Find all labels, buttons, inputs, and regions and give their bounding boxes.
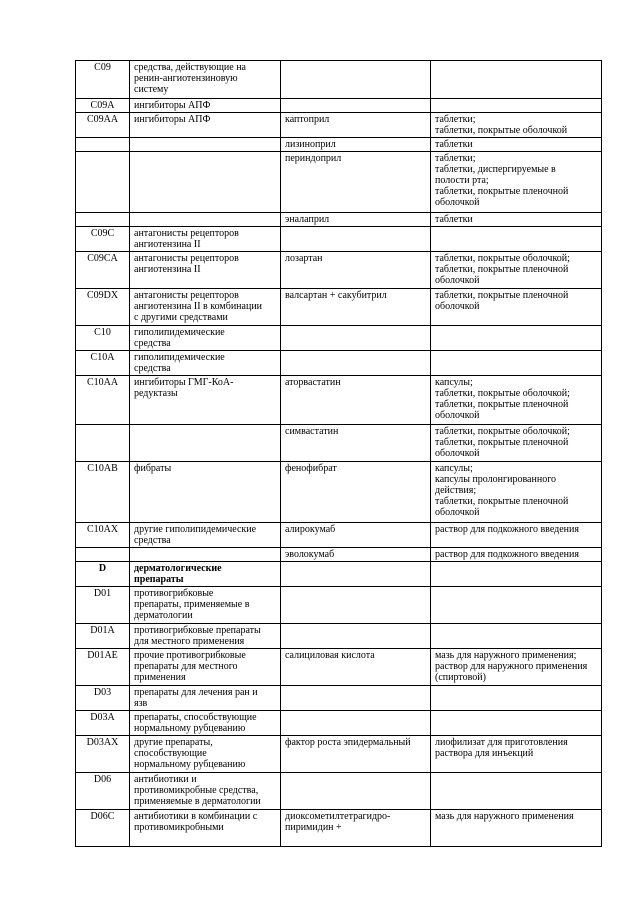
drug-name-cell: каптоприл — [281, 113, 431, 138]
table-row — [76, 649, 602, 686]
group-name-cell: препараты, способствующие нормальному рубцеванию — [130, 711, 281, 736]
drug-name-cell: валсартан + сакубитрил — [281, 289, 431, 326]
dosage-form-cell — [431, 711, 602, 736]
drug-name-cell — [281, 99, 431, 113]
table-row — [76, 152, 602, 213]
dosage-form-cell: таблетки; таблетки, покрытые оболочкой — [431, 113, 602, 138]
dosage-form-cell: раствор для подкожного введения — [431, 523, 602, 548]
code-cell: D01A — [76, 624, 130, 649]
table-row — [76, 376, 602, 425]
group-name-cell: препараты для лечения ран и язв — [130, 686, 281, 711]
dosage-form-cell: таблетки, покрытые оболочкой; таблетки, покрытые пленочной оболочкой — [431, 425, 602, 462]
table-row — [76, 113, 602, 138]
table-row — [76, 810, 602, 847]
group-name-cell: другие гиполипидемические средства — [130, 523, 281, 548]
drug-name-cell: салициловая кислота — [281, 649, 431, 686]
table-row — [76, 462, 602, 523]
table-row — [76, 326, 602, 351]
group-name-cell — [130, 548, 281, 562]
dosage-form-cell — [431, 624, 602, 649]
drug-name-cell — [281, 562, 431, 587]
group-name-cell: антагонисты рецепторов ангиотензина II — [130, 252, 281, 289]
dosage-form-cell: таблетки — [431, 213, 602, 227]
code-cell — [76, 138, 130, 152]
group-name-cell: ингибиторы ГМГ-КоА- редуктазы — [130, 376, 281, 425]
group-name-cell: антагонисты рецепторов ангиотензина II — [130, 227, 281, 252]
code-cell: D03A — [76, 711, 130, 736]
drug-name-cell: фенофибрат — [281, 462, 431, 523]
code-cell: D03AX — [76, 736, 130, 773]
code-cell: C10 — [76, 326, 130, 351]
dosage-form-cell — [431, 326, 602, 351]
code-cell: D03 — [76, 686, 130, 711]
drug-name-cell — [281, 326, 431, 351]
dosage-form-cell — [431, 99, 602, 113]
dosage-form-cell: мазь для наружного применения — [431, 810, 602, 847]
group-name-cell: противогрибковые препараты, применяемые в дерматологии — [130, 587, 281, 624]
group-name-cell: антибиотики и противомикробные средства, применяемые в дерматологии — [130, 773, 281, 810]
table-body — [76, 61, 602, 847]
table-row — [76, 523, 602, 548]
document-page — [75, 60, 601, 847]
dosage-form-cell: таблетки — [431, 138, 602, 152]
code-cell: D01 — [76, 587, 130, 624]
table-row — [76, 138, 602, 152]
code-cell: C10AX — [76, 523, 130, 548]
drug-name-cell: фактор роста эпидермальный — [281, 736, 431, 773]
table-row — [76, 252, 602, 289]
code-cell — [76, 425, 130, 462]
dosage-form-cell — [431, 686, 602, 711]
table-row — [76, 624, 602, 649]
drug-name-cell: лизиноприл — [281, 138, 431, 152]
dosage-form-cell: таблетки, покрытые оболочкой; таблетки, покрытые пленочной оболочкой — [431, 252, 602, 289]
table-row — [76, 227, 602, 252]
group-name-cell: ингибиторы АПФ — [130, 113, 281, 138]
code-cell — [76, 152, 130, 213]
drug-name-cell — [281, 773, 431, 810]
table-row — [76, 562, 602, 587]
dosage-form-cell — [431, 773, 602, 810]
drug-name-cell: периндоприл — [281, 152, 431, 213]
dosage-form-cell — [431, 587, 602, 624]
drug-name-cell — [281, 351, 431, 376]
dosage-form-cell: таблетки, покрытые пленочной оболочкой — [431, 289, 602, 326]
code-cell: C09AA — [76, 113, 130, 138]
dosage-form-cell: капсулы; таблетки, покрытые оболочкой; таблетки, покрытые пленочной оболочкой — [431, 376, 602, 425]
code-cell: D01AE — [76, 649, 130, 686]
drug-name-cell — [281, 624, 431, 649]
drug-name-cell — [281, 686, 431, 711]
table-row — [76, 773, 602, 810]
group-name-cell — [130, 152, 281, 213]
dosage-form-cell: раствор для подкожного введения — [431, 548, 602, 562]
group-name-cell — [130, 425, 281, 462]
code-cell: C09 — [76, 61, 130, 99]
dosage-form-cell — [431, 227, 602, 252]
group-name-cell: гиполипидемические средства — [130, 326, 281, 351]
dosage-form-cell — [431, 351, 602, 376]
code-cell: D — [76, 562, 130, 587]
code-cell: C10A — [76, 351, 130, 376]
dosage-form-cell: мазь для наружного применения; раствор для наружного применения (спиртовой) — [431, 649, 602, 686]
table-row — [76, 587, 602, 624]
table-row — [76, 425, 602, 462]
group-name-cell: дерматологические препараты — [130, 562, 281, 587]
group-name-cell: гиполипидемические средства — [130, 351, 281, 376]
dosage-form-cell — [431, 61, 602, 99]
table-row — [76, 99, 602, 113]
code-cell: C10AB — [76, 462, 130, 523]
code-cell: C09CA — [76, 252, 130, 289]
code-cell: C10AA — [76, 376, 130, 425]
group-name-cell: фибраты — [130, 462, 281, 523]
table-row — [76, 711, 602, 736]
drug-name-cell — [281, 711, 431, 736]
table-row — [76, 289, 602, 326]
code-cell: D06 — [76, 773, 130, 810]
group-name-cell: прочие противогрибковые препараты для местного применения — [130, 649, 281, 686]
drug-name-cell — [281, 61, 431, 99]
group-name-cell: противогрибковые препараты для местного применения — [130, 624, 281, 649]
group-name-cell: другие препараты, способствующие нормальному рубцеванию — [130, 736, 281, 773]
group-name-cell — [130, 138, 281, 152]
group-name-cell: ингибиторы АПФ — [130, 99, 281, 113]
drug-name-cell: алирокумаб — [281, 523, 431, 548]
table-row — [76, 548, 602, 562]
code-cell — [76, 548, 130, 562]
code-cell — [76, 213, 130, 227]
table-row — [76, 61, 602, 99]
code-cell: C09DX — [76, 289, 130, 326]
drug-name-cell: диоксометилтетрагидро- пиримидин + — [281, 810, 431, 847]
drug-name-cell: эналаприл — [281, 213, 431, 227]
drug-name-cell — [281, 587, 431, 624]
drug-name-cell: лозартан — [281, 252, 431, 289]
group-name-cell: антагонисты рецепторов ангиотензина II в комбинации с другими средствами — [130, 289, 281, 326]
dosage-form-cell: таблетки; таблетки, диспергируемые в полости рта; таблетки, покрытые пленочной оболочкой — [431, 152, 602, 213]
code-cell: C09C — [76, 227, 130, 252]
dosage-form-cell: лиофилизат для приготовления раствора для инъекций — [431, 736, 602, 773]
group-name-cell — [130, 213, 281, 227]
drug-name-cell: аторвастатин — [281, 376, 431, 425]
dosage-form-cell — [431, 562, 602, 587]
table-row — [76, 213, 602, 227]
medicines-table — [75, 60, 602, 847]
group-name-cell: антибиотики в комбинации с противомикробными — [130, 810, 281, 847]
code-cell: C09A — [76, 99, 130, 113]
dosage-form-cell: капсулы; капсулы пролонгированного действия; таблетки, покрытые пленочной оболочкой — [431, 462, 602, 523]
group-name-cell: средства, действующие на ренин-ангиотензиновую систему — [130, 61, 281, 99]
code-cell: D06C — [76, 810, 130, 847]
drug-name-cell: эволокумаб — [281, 548, 431, 562]
table-row — [76, 736, 602, 773]
drug-name-cell: симвастатин — [281, 425, 431, 462]
table-row — [76, 351, 602, 376]
table-row — [76, 686, 602, 711]
drug-name-cell — [281, 227, 431, 252]
